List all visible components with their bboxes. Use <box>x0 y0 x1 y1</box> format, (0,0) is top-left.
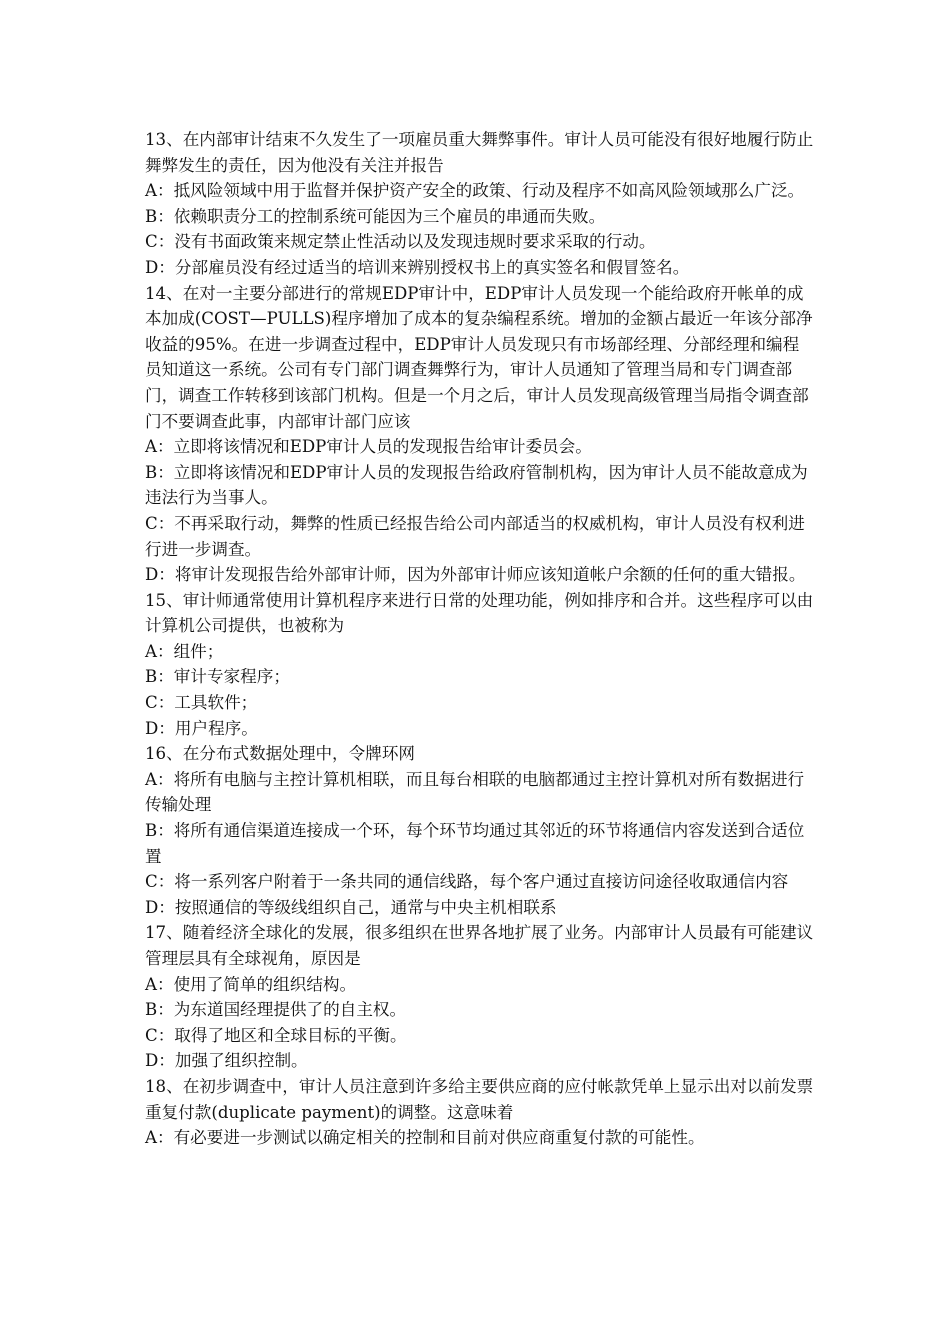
option-14-c: C：不再采取行动，舞弊的性质已经报告给公司内部适当的权威机构，审计人员没有权利进行进一步调查。 <box>145 513 805 559</box>
document-body <box>145 127 815 1151</box>
option-15-d: D：用户程序。 <box>145 718 258 738</box>
question-15: 15、审计师通常使用计算机程序来进行日常的处理功能，例如排序和合并。这些程序可以由计算机公司提供，也被称为 <box>145 590 814 636</box>
option-18-a: A：有必要进一步测试以确定相关的控制和目前对供应商重复付款的可能性。 <box>145 1128 705 1148</box>
option-17-d: D：加强了组织控制。 <box>145 1051 308 1071</box>
option-16-a: A：将所有电脑与主控计算机相联，而且每台相联的电脑都通过主控计算机对所有数据进行传输处理 <box>145 769 805 815</box>
option-13-b: B：依赖职责分工的控制系统可能因为三个雇员的串通而失败。 <box>145 206 606 226</box>
option-15-b: B：审计专家程序； <box>145 667 290 687</box>
option-17-b: B：为东道国经理提供了的自主权。 <box>145 1000 407 1020</box>
option-14-d: D：将审计发现报告给外部审计师，因为外部审计师应该知道帐户余额的任何的重大错报。 <box>145 565 806 585</box>
question-13: 13、在内部审计结束不久发生了一项雇员重大舞弊事件。审计人员可能没有很好地履行防止舞弊发生的责任，因为他没有关注并报告 <box>145 130 814 175</box>
option-17-a: A：使用了简单的组织结构。 <box>145 974 357 994</box>
option-13-a: A：抵风险领域中用于监督并保护资产安全的政策、行动及程序不如高风险领域那么广泛。 <box>145 181 805 201</box>
option-17-c: C：取得了地区和全球目标的平衡。 <box>145 1025 407 1045</box>
question-14: 14、在对一主要分部进行的常规EDP审计中，EDP审计人员发现一个能给政府开帐单的成本加成(COST—PULLS)程序增加了成本的复杂编程系统。增加的金额占最近一年该分部净收益的95%。在进一步调查过程中，EDP审计人员发现只有市场部经理、分部经理和编程员知道这一系统。公司有专门部门调查舞弊行为，审计人员通知了管理当局和专门调查部门，调查工作转移到该部门机构。但是一个月之后，审计人员发现高级管理当局指令调查部门不要调查此事，内部审计部门应该 <box>145 283 813 431</box>
option-15-c: C：工具软件； <box>145 693 258 713</box>
question-17: 17、随着经济全球化的发展，很多组织在世界各地扩展了业务。内部审计人员最有可能建议管理层具有全球视角，原因是 <box>145 923 814 968</box>
option-14-b: B：立即将该情况和EDP审计人员的发现报告给政府管制机构，因为审计人员不能故意成为违法行为当事人。 <box>145 462 808 508</box>
question-16: 16、在分布式数据处理中，令牌环网 <box>145 744 416 764</box>
option-15-a: A：组件； <box>145 641 224 661</box>
option-14-a: A：立即将该情况和EDP审计人员的发现报告给审计委员会。 <box>145 437 592 457</box>
option-16-c: C：将一系列客户附着于一条共同的通信线路，每个客户通过直接访问途径收取通信内容 <box>145 872 789 892</box>
option-13-c: C：没有书面政策来规定禁止性活动以及发现违规时要求采取的行动。 <box>145 232 656 252</box>
option-16-b: B：将所有通信渠道连接成一个环，每个环节均通过其邻近的环节将通信内容发送到合适位置 <box>145 821 805 866</box>
option-16-d: D：按照通信的等级线组织自己，通常与中央主机相联系 <box>145 897 557 917</box>
option-13-d: D：分部雇员没有经过适当的培训来辨别授权书上的真实签名和假冒签名。 <box>145 257 690 277</box>
question-18: 18、在初步调查中，审计人员注意到许多给主要供应商的应付帐款凭单上显示出对以前发票重复付款(duplicate payment)的调整。这意味着 <box>145 1076 814 1122</box>
